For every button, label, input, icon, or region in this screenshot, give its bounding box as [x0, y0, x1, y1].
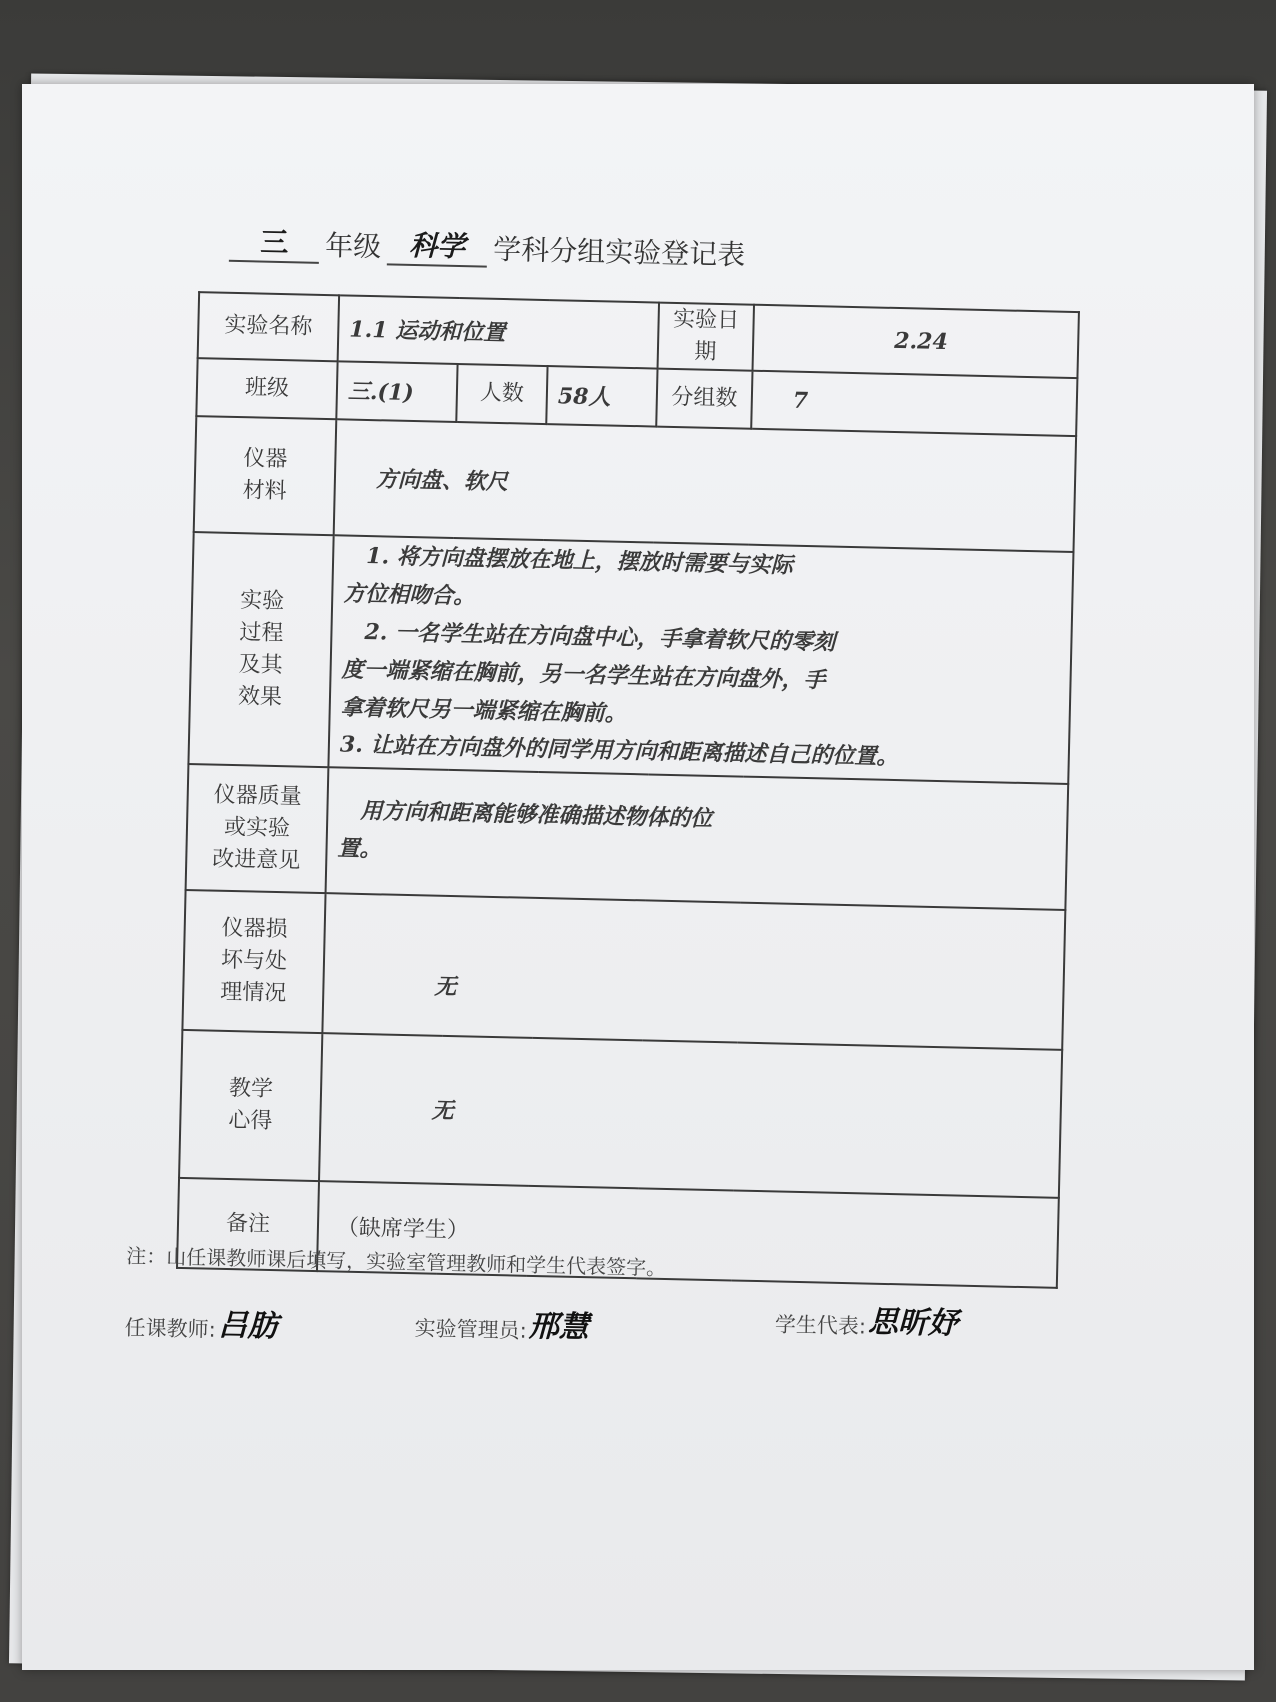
quality-label-line: 仪器质量 [213, 782, 303, 810]
process-label-line: 实验 [239, 588, 285, 615]
title-grade-label: 年级 [324, 228, 382, 264]
groups-label: 分组数 [656, 368, 752, 428]
quality-label [186, 764, 329, 893]
reflection-label-line: 心得 [228, 1107, 273, 1134]
row-quality [186, 764, 1069, 910]
reflection-label-line: 教学 [228, 1075, 274, 1102]
process-label-line: 效果 [237, 683, 283, 710]
teacher-signature [124, 1298, 278, 1345]
count-value: 58人 [546, 366, 657, 426]
process-label-line: 过程 [239, 620, 284, 647]
count-label: 人数 [456, 364, 547, 424]
materials-value: 方向盘、软尺 [334, 419, 1076, 552]
row-materials [194, 416, 1076, 552]
damage-value: 无 [322, 893, 1065, 1050]
quality-label-line: 或实验 [223, 814, 291, 842]
student-sig: 思昕妤 [867, 1304, 959, 1342]
title-suffix: 学科分组实验登记表 [492, 232, 746, 272]
process-line: 方位相吻合。 [343, 580, 476, 610]
damage-label-line: 理情况 [219, 979, 287, 1007]
signature-row [124, 1288, 1025, 1368]
name-label: 实验名称 [198, 292, 339, 361]
remarks-value: （缺席学生） [317, 1181, 1059, 1288]
groups-value: 7 [751, 370, 1077, 435]
materials-label-line: 仪器 [243, 446, 288, 473]
row-reflection [179, 1030, 1062, 1198]
row-process [188, 532, 1073, 784]
admin-signature [414, 1298, 589, 1346]
name-value: 1.1 运动和位置 [338, 295, 659, 368]
class-value: 三.(1) [336, 361, 457, 422]
footer-note: 注：山任课教师课后填写，实验室管理教师和学生代表签字。 [125, 1243, 667, 1280]
damage-label [182, 890, 325, 1033]
process-line: 度一端紧缩在胸前，另一名学生站在方向盘外，手 [341, 656, 826, 694]
materials-label-line: 材料 [242, 477, 287, 504]
date-value: 2.24 [753, 305, 1079, 378]
form-content [119, 210, 1120, 1612]
admin-label: 实验管理员: [414, 1316, 528, 1343]
student-label: 学生代表: [774, 1312, 867, 1339]
teacher-sig: 吕肪 [217, 1307, 279, 1345]
materials-label [194, 416, 337, 535]
date-label: 实验日期 [658, 303, 754, 371]
process-value [328, 535, 1073, 784]
title-subject: 科学 [387, 223, 488, 267]
student-signature [775, 1294, 959, 1342]
reflection-value: 无 [319, 1033, 1062, 1198]
process-line: 2. 一名学生站在方向盘中心，手拿着软尺的零刻 [364, 618, 836, 656]
quality-line: 用方向和距离能够准确描述物体的位 [360, 797, 713, 832]
experiment-table [176, 291, 1080, 1289]
class-label: 班级 [196, 358, 337, 419]
damage-label-line: 坏与处 [220, 947, 288, 975]
quality-value [326, 767, 1069, 910]
process-line: 1. 将方向盘摆放在地上，摆放时需要与实际 [365, 543, 794, 579]
process-line: 3. 让站在方向盘外的同学用方向和距离描述自己的位置。 [339, 731, 899, 771]
process-label-line: 及其 [238, 651, 283, 678]
teacher-label: 任课教师: [124, 1315, 216, 1342]
quality-line: 置。 [337, 835, 382, 863]
row-damage [182, 890, 1065, 1050]
reflection-label [179, 1030, 322, 1181]
admin-sig: 邢慧 [528, 1308, 590, 1346]
quality-label-line: 改进意见 [211, 846, 301, 874]
process-label [188, 532, 333, 767]
remarks-label: 备注 [177, 1178, 319, 1271]
damage-label-line: 仪器损 [221, 915, 288, 943]
process-line: 拿着软尺另一端紧缩在胸前。 [340, 694, 628, 727]
title-grade: 三 [229, 220, 320, 264]
